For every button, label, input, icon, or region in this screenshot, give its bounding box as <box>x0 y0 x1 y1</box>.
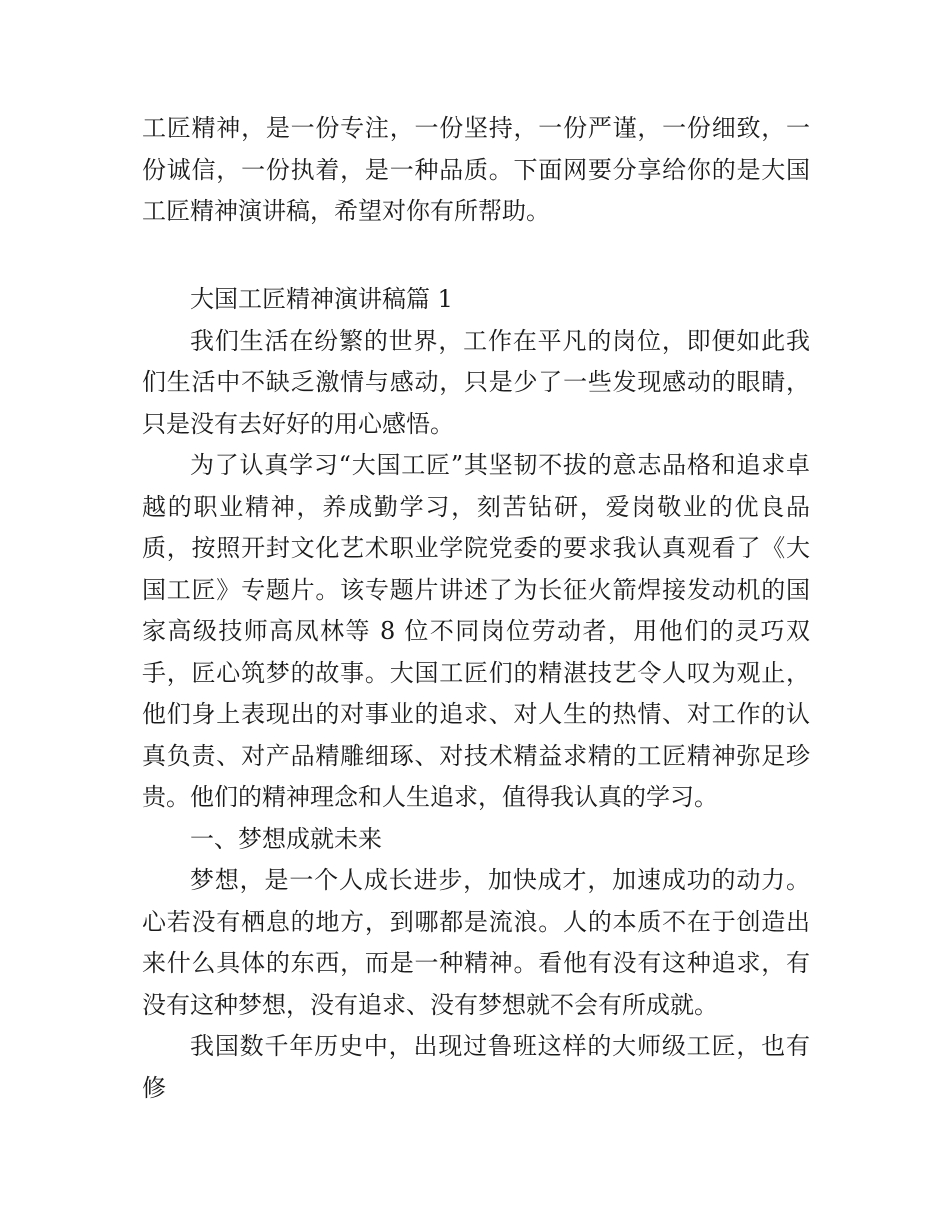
section-heading: 大国工匠精神演讲稿篇 1 <box>190 285 453 313</box>
body-paragraph-1: 我们生活在纷繁的世界，工作在平凡的岗位，即便如此我们生活中不缺乏激情与感动，只是少了一些发现感动的眼睛，只是没有去好好的用心感悟。 <box>142 326 810 438</box>
body-block <box>142 279 810 1109</box>
subheading-dream: 一、梦想成就未来 <box>190 824 382 853</box>
intro-block <box>142 108 810 233</box>
intro-paragraph: 工匠精神，是一份专注，一份坚持，一份严谨，一份细致，一份诚信，一份执着，是一种品质。下面网要分享给你的是大国工匠精神演讲稿，希望对你有所帮助。 <box>142 114 810 225</box>
body-paragraph-2: 为了认真学习“大国工匠”其坚韧不拔的意志品格和追求卓越的职业精神，养成勤学习，刻苦钻研，爱岗敬业的优良品质，按照开封文化艺术职业学院党委的要求我认真观看了《大国工匠》专题片。该专题片讲述了为长征火箭焊接发动机的国家高级技师高凤林等 8 位不同岗位劳动者，用他们的灵巧双手，匠心筑梦的故事。大国工匠们的精湛技艺令人叹为观止，他们身上表现出的对事业的追求、对人生的热情、对工作的认真负责、对产品精雕细琢、对技术精益求精的工匠精神弥足珍贵。他们的精神理念和人生追求，值得我认真的学习。 <box>142 451 810 811</box>
body-paragraph-3: 梦想，是一个人成长进步，加快成才，加速成功的动力。心若没有栖息的地方，到哪都是流浪。人的本质不在于创造出来什么具体的东西，而是一种精神。看他有没有这种追求，有没有这种梦想，没有追求、没有梦想就不会有所成就。 <box>142 866 810 1019</box>
body-paragraph-4: 我国数千年历史中，出现过鲁班这样的大师级工匠，也有修 <box>142 1032 810 1102</box>
